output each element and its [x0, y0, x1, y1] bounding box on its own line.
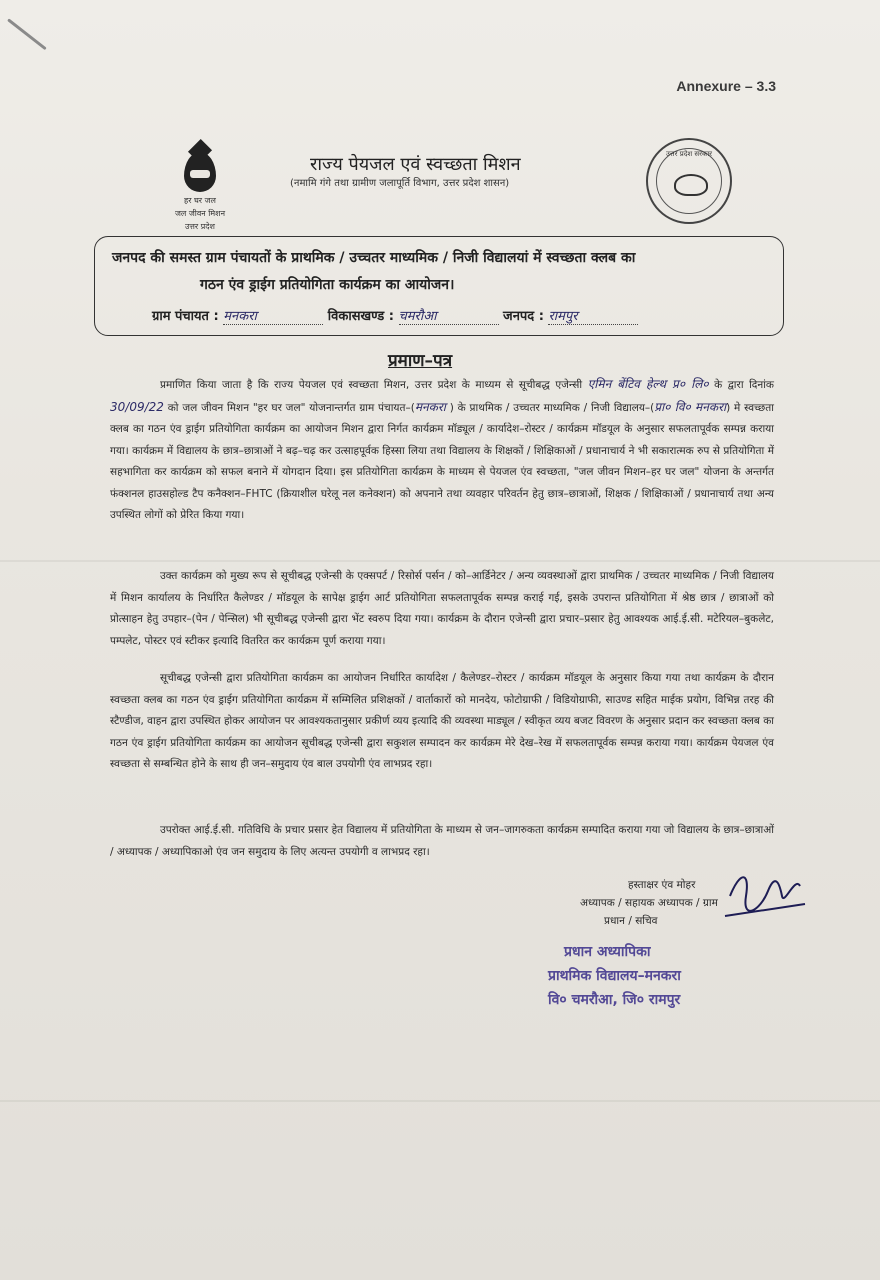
gram-panchayat-handwritten: मनकरा	[414, 399, 446, 414]
para1-text-d: ) के प्राथमिक / उच्चतर माध्यमिक / निजी विद्यालय–(	[449, 401, 655, 414]
paper-fold-line	[0, 560, 880, 562]
mission-subtitle: (नमामि गंगे तथा ग्रामीण जलापूर्ति विभाग, उत्तर प्रदेश शासन)	[290, 178, 510, 189]
stamp-line-3: वि० चमरौआ, जि० रामपुर	[548, 992, 681, 1008]
stamp-line-2: प्राथमिक विद्यालय–मनकरा	[548, 968, 681, 984]
paper-fold-line	[0, 1100, 880, 1102]
seal-text: उत्तर प्रदेश सरकार	[665, 150, 713, 158]
district-value: रामपुर	[548, 306, 638, 325]
signature-line-1: हस्ताक्षर एंव मोहर	[628, 879, 696, 891]
handwritten-signature	[720, 866, 810, 926]
block-value: चमरौआ	[399, 306, 499, 325]
school-name-handwritten: प्रा० वि० मनकरा	[654, 399, 727, 414]
school-stamp	[548, 940, 681, 1012]
banner-line-2: गठन एंव ड्राईग प्रतियोगिता कार्यक्रम का आयोजन।	[200, 277, 455, 293]
banner-location-row	[152, 306, 638, 325]
para1-text-b: के द्वारा दिनांक	[714, 379, 774, 391]
mission-title: राज्य पेयजल एवं स्वच्छता मिशन	[310, 154, 521, 175]
signature-block	[580, 876, 718, 930]
jal-jeevan-logo	[168, 152, 232, 231]
para1-text-a: प्रमाणित किया जाता है कि राज्य पेयजल एवं स्वच्छता मिशन, उत्तर प्रदेश के माध्यम से सूचीबद्ध एजेन्सी	[160, 379, 583, 391]
banner-line-1: जनपद की समस्त ग्राम पंचायतों के प्राथमिक / उच्चतर माध्यमिक / निजी विद्यालयां में स्वच्छता क्लब का	[112, 250, 636, 266]
up-government-seal-icon	[646, 138, 732, 224]
logo-tagline-2: जल जीवन मिशन	[174, 209, 226, 218]
annexure-label: Annexure – 3.3	[676, 78, 776, 94]
staple-pin-icon	[7, 18, 47, 50]
logo-tagline-3: उत्तर प्रदेश	[185, 222, 215, 231]
logo-tagline-1: हर घर जल	[184, 196, 216, 205]
para1-text-e: ) मे स्वच्छता क्लब का गठन एंव ड्राईग प्रतियोगिता कार्यक्रम का आयोजन मिशन द्वारा निर्गत कार्यक्रम मॉड्यूल / कार्यादेश–रोस्टर / कार्यक्रम मॉडयूल के अनुसार सफलतापूर्वक सम्पन्न कराया गया। कार्यक्रम में विद्यालय के छात्र–छात्राओं ने बढ़–चढ़ कर उत्साहपूर्वक हिस्सा लिया तथा विद्यालय के शिक्षकों / शिक्षिकाओं / प्रधानाचार्य ने भी सकारात्मक रुप से प्रतियोगिता में सहभागिता कर कार्यक्रम को सफल बनाने में योगदान दिया। इस प्रतियोगिता कार्यक्रम के माध्यम से पेयजल एंव स्वच्छता, "जल जीवन मिशन–हर घर जल" योजना के अन्तर्गत फंक्शनल हाउसहोल्ड टैप कनैक्शन–FHTC (क्रियाशील घरेलू नल कनेक्शन) को अपनाने तथा व्यवहार परिवर्तन हेतु छात्र–छात्राओं, शिक्षक / शिक्षिकाओं / प्रधानाचार्य तथा अन्य उपस्थित लोगों को प्रेरित किया गया।	[110, 401, 774, 521]
para1-text-c: को जल जीवन मिशन "हर घर जल" योजनान्तर्गत ग्राम पंचायत–(	[167, 401, 415, 414]
paragraph-3: सूचीबद्ध एजेन्सी द्वारा प्रतियोगिता कार्यक्रम का आयोजन निर्धारित कार्यादेश / कैलेण्डर–रोस्टर / कार्यक्रम मॉडयूल के अनुसार किया गया तथा कार्यक्रम के दौरान स्वच्छता क्लब का गठन एंव ड्राईग प्रतियोगिता कार्यक्रम में सम्मिलित प्रशिक्षकों / वार्ताकारों को मानदेय, फोटोग्राफी / विडियोग्राफी, साउण्ड सहित माईक प्रयोग, विभिन्न तरह की स्टैण्डीज, वाहन द्वारा उपस्थित होकर आयोजन पर आवश्यकतानुसार प्रकीर्ण व्यय इत्यादि की व्यवस्था माड्यूल / स्वीकृत व्यय बजट विवरण के अनुसार प्रदान कर स्वच्छता क्लब का गठन एंव ड्राईग प्रतियोगिता कार्यक्रम का आयोजन सूचीबद्ध एजेन्सी द्वारा सकुशल सम्पादन कर कार्यक्रम मेरे देख–रेख में सफलतापूर्वक सम्पन्न कराया गया। कार्यक्रम पेयजल एंव स्वच्छता से सम्बन्धित होने के साथ ही जन–समुदाय एंव बाल उपयोगी एंव लाभप्रद रहा।	[110, 672, 774, 770]
paragraph-1	[110, 374, 774, 527]
paragraph-4: उपरोक्त आई.ई.सी. गतिविधि के प्रचार प्रसार हेत विद्यालय में प्रतियोगिता के माध्यम से जन–जागरुकता कार्यक्रम सम्पादित कराया गया जो विद्यालय के छात्र–छात्राओं / अध्यापक / अध्यापिकाओ एंव जन समुदाय के लिए अत्यन्त उपयोगी व लाभप्रद रहा।	[110, 824, 774, 858]
paragraph-2: उक्त कार्यक्रम को मुख्य रूप से सूचीबद्ध एजेन्सी के एक्सपर्ट / रिसोर्स पर्सन / को–आर्डिनेटर / अन्य व्यवस्थाओं द्वारा प्राथमिक / उच्चतर माध्यमिक / निजी विद्यालय में मिशन कार्यालय के निर्धारित कैलेण्डर / मॉडयूल के सापेक्ष ड्राईग आर्ट प्रतियोगिता सफलतापूर्वक सम्पन्न कराई गई, इसके उपरान्त प्रतियोगिता में श्रेष्ठ छात्र / छात्राओं को प्रोत्साहन हेतु उपहार–(पेन / पेन्सिल) भी सूचीबद्ध एजेन्सी द्वारा भेंट स्वरुप दिया गया। कार्यक्रम के दौरान एजेन्सी द्वारा प्रचार–प्रसार हेतु आवश्यक आई.ई.सी. मटेरियल–बुकलेट, पम्पलेट, पोस्टर एवं स्टीकर इत्यादि वितरित कर कार्यक्रम पूर्ण कराया गया।	[110, 570, 774, 647]
signature-line-2: अध्यापक / सहायक अध्यापक / ग्राम	[580, 897, 718, 909]
signature-line-3: प्रधान / सचिव	[604, 915, 658, 927]
agency-name-handwritten: एमिन बेंटिव हेल्थ प्र० लि०	[587, 377, 709, 391]
gram-panchayat-value: मनकरा	[223, 306, 323, 325]
date-handwritten: 30/09/22	[110, 399, 164, 414]
certificate-title: प्रमाण–पत्र	[388, 351, 453, 371]
block-label: विकासखण्ड :	[327, 309, 394, 324]
district-label: जनपद :	[503, 309, 544, 324]
water-drop-tap-icon	[184, 152, 216, 192]
stamp-line-1: प्रधान अध्यापिका	[564, 944, 651, 960]
gram-panchayat-label: ग्राम पंचायत :	[152, 309, 219, 324]
